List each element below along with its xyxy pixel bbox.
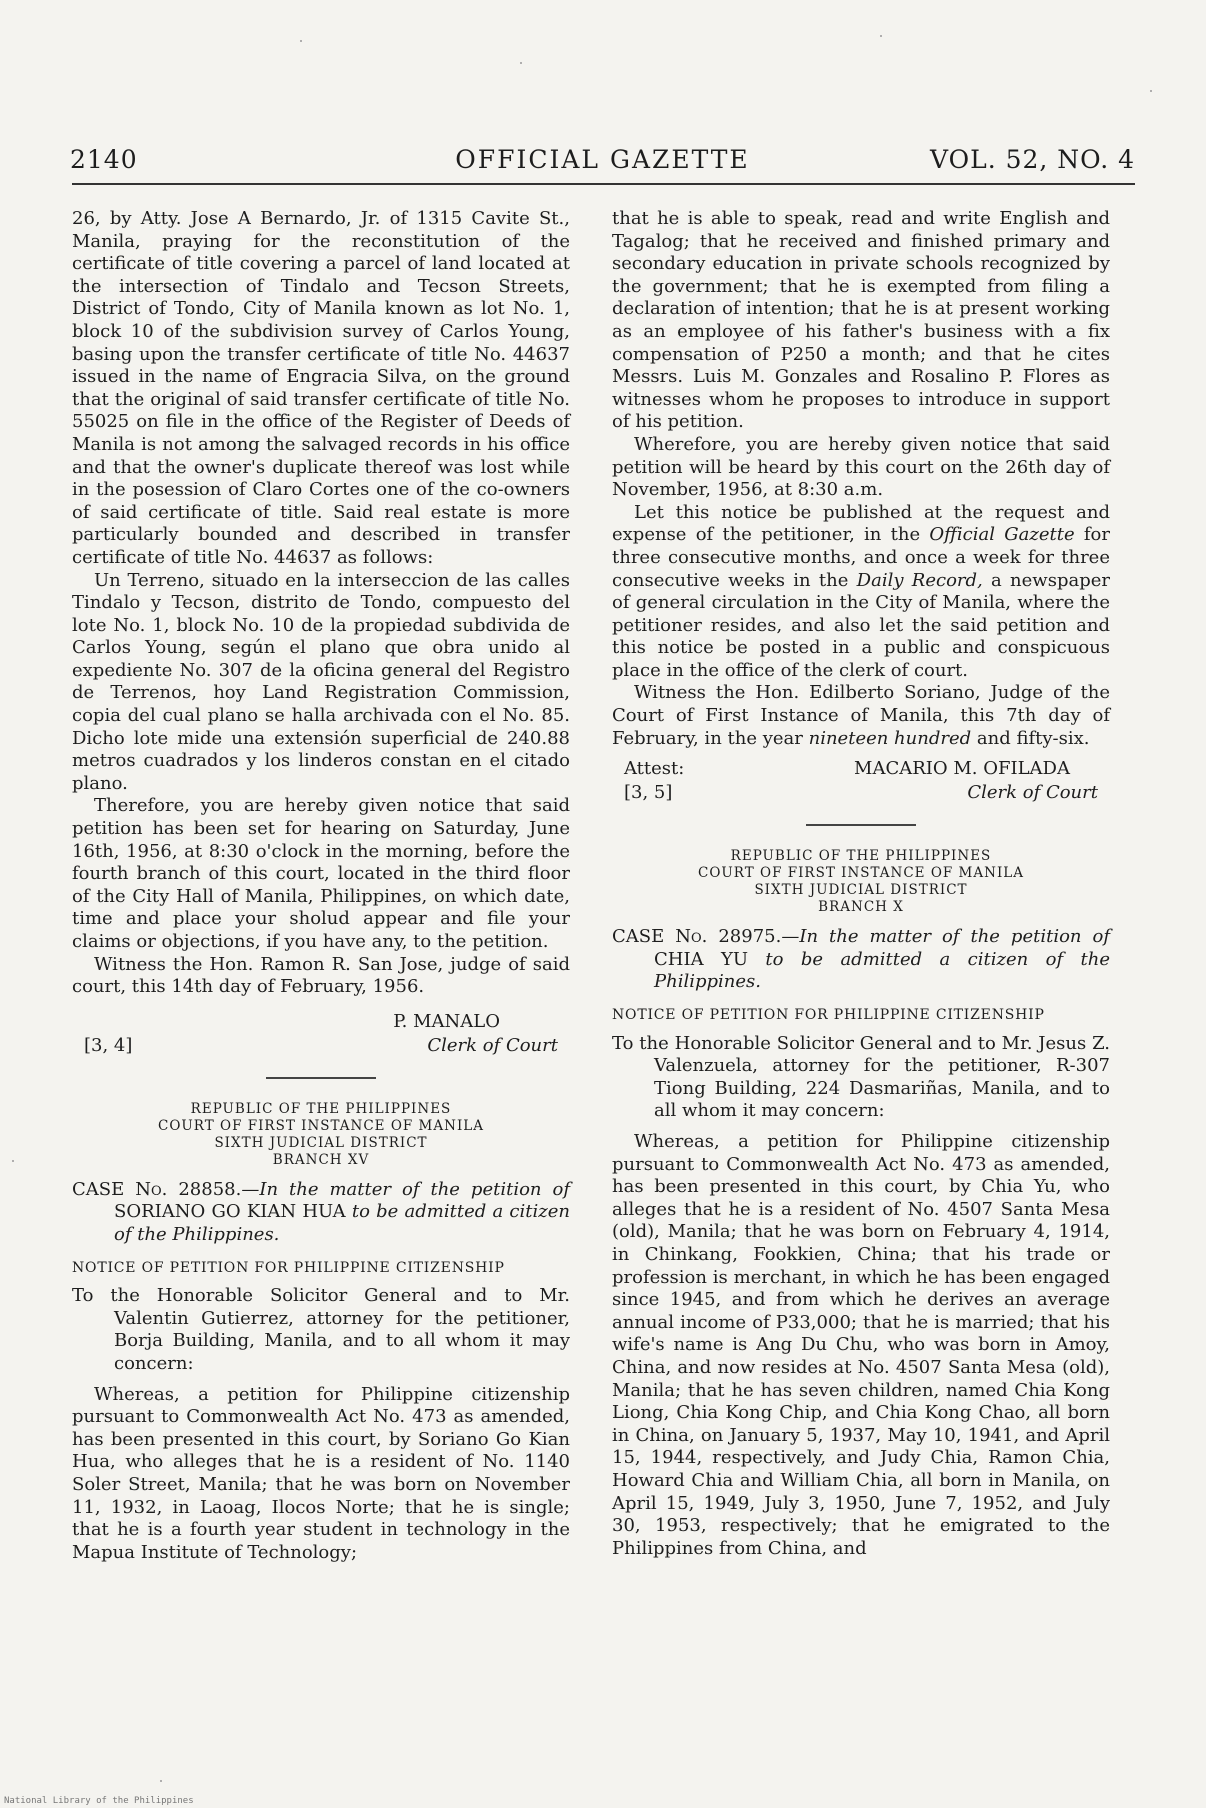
text-run: a newspaper of general circulation in the City of Manila, where the petitioner resides, and also let the said petition and this notice be posted in a public and conspicuous place in the office of the clerk of court. <box>612 569 1110 681</box>
scan-speck <box>1150 90 1152 92</box>
case-text: to be admitted a citizen of the Philippines. <box>654 948 1110 993</box>
court-line: REPUBLIC OF THE PHILIPPINES <box>730 848 992 865</box>
notice-heading: NOTICE OF PETITION FOR PHILIPPINE CITIZENSHIP <box>612 1007 1045 1024</box>
scan-speck <box>160 1780 162 1782</box>
court-line: SIXTH JUDICIAL DISTRICT <box>214 1134 428 1151</box>
volume-number: VOL. 52, NO. 4 <box>929 145 1135 174</box>
addressee-paragraph: To the Honorable Solicitor General and to Mr. Valentin Gutierrez, attorney for the petitioner, Borja Building, Manila, and to all whom it may concern: <box>72 1285 570 1374</box>
case-caption <box>612 926 1110 994</box>
court-line: BRANCH XV <box>272 1151 370 1168</box>
clerk-name: P. MANALO <box>393 1010 500 1032</box>
court-heading <box>612 848 1110 916</box>
archive-source-tag: National Library of the Philippines <box>4 1796 194 1806</box>
addressee-paragraph: To the Honorable Solicitor General and to Mr. Jesus Z. Valenzuela, attorney for the petitioner, R-307 Tiong Building, 224 Dasmariñas, Manila, and to all whom it may concern: <box>612 1032 1110 1122</box>
newspaper-name: Daily Record, <box>856 569 983 591</box>
clerk-title: Clerk of Court <box>967 782 1098 804</box>
year-words: nineteen hundred <box>808 727 972 749</box>
court-line: REPUBLIC OF THE PHILIPPINES <box>190 1100 452 1117</box>
header-rule <box>72 183 1135 185</box>
hearing-date-paragraph: Wherefore, you are hereby given notice that said petition will be heard by this court on the 26th day of November, 1956, at 8:30 a.m. <box>612 433 1110 501</box>
scan-speck <box>300 40 302 42</box>
scan-speck <box>880 35 882 37</box>
case-text: —In the matter of the petition of <box>241 1178 570 1200</box>
text-run: for three consecutive months, and once a week for three consecutive weeks in the <box>612 524 1110 591</box>
left-column <box>72 208 570 1564</box>
right-signature-block <box>612 758 1110 806</box>
text-run: Witness the Hon. Edilberto Soriano, Judge of the Court of First Instance of Manila, this 7th day of February, in the year <box>612 682 1110 749</box>
issue-reference: [3, 5] <box>624 782 673 804</box>
court-line: BRANCH X <box>818 899 904 916</box>
hearing-notice-paragraph: Therefore, you are hereby given notice that said petition has been set for hearing on Saturday, June 16th, 1956, at 8:30 o'clock in the morning, before the fourth branch of this court, located in the third floor of the City Hall of Manila, Philippines, on which date, time and place your sholud appear and file your claims or objections, if you have any, to the petition. <box>72 795 570 952</box>
land-description-paragraph: Un Terreno, situado en la interseccion de las calles Tindalo y Tecson, distrito de Tondo, compuesto del lote No. 1, block No. 10 de la propiedad subdivida de Carlos Young, según el plano que obra unido al expediente No. 307 de la oficina general del Registro de Terrenos, hoy Land Registration Commission, copia del cual plano se halla archivada con el No. 85. Dicho lote mide una extensión superficial de 240.88 metros cuadrados y los linderos constan en el citado plano. <box>72 569 570 794</box>
case-text: —In the matter of the petition of <box>781 926 1110 948</box>
attest-label: Attest: <box>624 758 685 780</box>
clerk-name: MACARIO M. OFILADA <box>854 758 1070 780</box>
petitioner-name: SORIANO GO KIAN HUA <box>114 1201 346 1223</box>
petitioner-name: CHIA YU <box>654 948 749 970</box>
case-text: to be admitted a citizen of the Philippines. <box>114 1201 570 1245</box>
page-header <box>70 145 1135 185</box>
reconstitution-paragraph: 26, by Atty. Jose A Bernardo, Jr. of 1315 Cavite St., Manila, praying for the reconstitution of the certificate of title covering a parcel of land located at the intersection of Tindalo and Tecson Streets, District of Tondo, City of Manila known as lot No. 1, block 10 of the subdivision survey of Carlos Young, basing upon the transfer certificate of title No. 44637 issued in the name of Engracia Silva, on the ground that the original of said transfer certificate of title No. 55025 on file in the office of the Register of Deeds of Manila is not among the salvaged records in his office and that the owner's duplicate thereof was lost while in the posession of Claro Cortes one of the co-owners of said certificate of title. Said real estate is more particularly bounded and described in transfer certificate of title No. 44637 as follows: <box>72 208 570 568</box>
section-divider <box>266 1077 376 1079</box>
notice-heading: NOTICE OF PETITION FOR PHILIPPINE CITIZENSHIP <box>72 1259 505 1276</box>
page-number: 2140 <box>70 145 138 174</box>
text-run: and fifty-six. <box>976 727 1090 749</box>
scan-speck <box>520 62 522 64</box>
petition-paragraph: Whereas, a petition for Philippine citizenship pursuant to Commonwealth Act No. 473 as amended, has been presented in this court, by Soriano Go Kian Hua, who alleges that he is a resident of No. 1140 Soler Street, Manila; that he was born on November 11, 1932, in Laoag, Ilocos Norte; that he is single; that he is a fourth year student in technology in the Mapua Institute of Technology; <box>72 1383 570 1563</box>
gazette-name: Official Gazette <box>929 524 1075 546</box>
left-signature-block <box>72 1011 570 1059</box>
case-caption <box>72 1179 570 1247</box>
section-divider <box>806 824 916 826</box>
text-run: Let this notice be published at the request and expense of the petitioner, in the <box>612 501 1110 546</box>
court-line: SIXTH JUDICIAL DISTRICT <box>754 882 968 899</box>
petition-continuation: that he is able to speak, read and write English and Tagalog; that he received and finished primary and secondary education in private schools recognized by the government; that he is exempted from filing a declaration of intention; that he is at present working as an employee of his father's business with a fix compensation of P250 a month; and that he cites Messrs. Luis M. Gonzales and Rosalino P. Flores as witnesses whom he proposes to introduce in support of his petition. <box>612 208 1110 433</box>
case-number: CASE No. 28858. <box>72 1178 242 1200</box>
issue-reference: [3, 4] <box>84 1034 133 1056</box>
witness-paragraph <box>612 682 1110 750</box>
right-column <box>612 208 1110 1560</box>
court-heading <box>72 1101 570 1169</box>
court-line: COURT OF FIRST INSTANCE OF MANILA <box>698 865 1024 882</box>
case-number: CASE No. 28975. <box>612 926 782 948</box>
publication-title: OFFICIAL GAZETTE <box>455 145 750 174</box>
petition-paragraph: Whereas, a petition for Philippine citizenship pursuant to Commonwealth Act No. 473 as amended, has been presented in this court, by Chia Yu, who alleges that he is a resident of No. 4507 Santa Mesa (old), Manila; that he was born on February 4, 1914, in Chinkang, Fookkien, China; that his trade or profession is merchant, in which he has been engaged since 1945, and from which he derives an average annual income of P33,000; that he is married; that his wife's name is Ang Du Chu, who was born in Amoy, China, and now resides at No. 4507 Santa Mesa (old), Manila; that he has seven children, named Chia Kong Liong, Chia Kong Chip, and Chia Kong Chao, all born in China, on January 5, 1937, May 10, 1941, and April 15, 1944, respectively, and Judy Chia, Ramon Chia, Howard Chia and William Chia, all born in Manila, on April 15, 1949, July 3, 1950, June 7, 1952, and July 30, 1953, respectively; that he emigrated to the Philippines from China, and <box>612 1131 1110 1559</box>
clerk-title: Clerk of Court <box>427 1034 558 1056</box>
publication-paragraph <box>612 502 1110 683</box>
scan-speck <box>12 1160 14 1162</box>
witness-paragraph: Witness the Hon. Ramon R. San Jose, judge of said court, this 14th day of February, 1956. <box>72 953 570 998</box>
court-line: COURT OF FIRST INSTANCE OF MANILA <box>158 1117 484 1134</box>
